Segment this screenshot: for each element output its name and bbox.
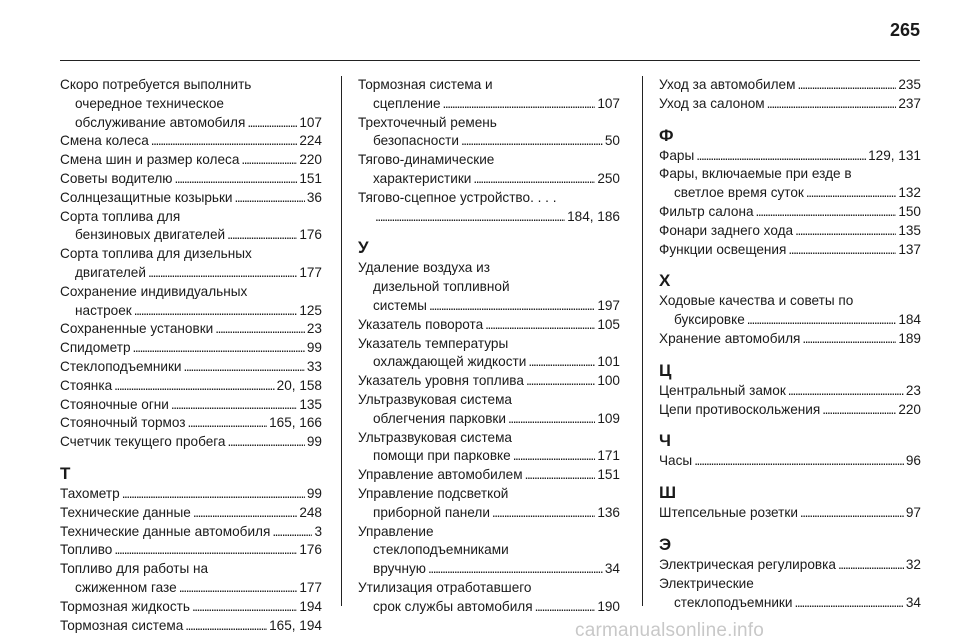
index-section-letter: Т xyxy=(60,463,71,483)
index-entry-pages: 177 xyxy=(299,579,322,595)
index-entry-text: Спидометр xyxy=(60,340,131,356)
index-entry-pages: 107 xyxy=(597,95,620,111)
index-entry-text: сжиженном газе xyxy=(75,579,177,595)
leader-dots xyxy=(795,222,896,241)
index-entry-text: дизельной топливной xyxy=(373,279,510,295)
index-entry-text: безопасности xyxy=(373,133,459,149)
leader-dots xyxy=(179,579,298,598)
leader-dots xyxy=(525,466,596,485)
index-entry-text: Ходовые качества и советы по xyxy=(659,293,854,309)
index-entry-text: обслуживание автомобиля xyxy=(75,114,246,130)
index-entry-text: Стояночный тормоз xyxy=(60,415,186,431)
index-section-letter: Ш xyxy=(659,483,677,503)
index-entry-text: Сорта топлива для дизельных xyxy=(60,246,252,262)
index-section-letter: Х xyxy=(659,271,671,291)
leader-dots xyxy=(747,311,897,330)
index-entry xyxy=(659,330,921,349)
index-entry-text: характеристики xyxy=(373,170,472,186)
column-divider-2 xyxy=(642,76,643,606)
index-entry-text: Фильтр салона xyxy=(659,203,754,219)
index-entry-text: Центральный замок xyxy=(659,382,786,398)
index-entry-text: очередное техническое xyxy=(75,95,224,111)
index-entry-pages: 150 xyxy=(898,203,921,219)
index-entry-pages: 23 xyxy=(306,321,322,337)
index-entry-text: Технические данные автомобиля xyxy=(60,523,271,539)
index-section-letter: Ч xyxy=(659,431,671,451)
leader-dots xyxy=(228,433,305,452)
index-entry-pages: 34 xyxy=(604,561,620,577)
leader-dots xyxy=(492,504,595,523)
leader-dots xyxy=(756,203,897,222)
index-entry-text: облегчения парковки xyxy=(373,410,506,426)
index-entry xyxy=(659,95,921,114)
index-entry-text: Утилизация отработавшего xyxy=(358,579,532,595)
column-divider-1 xyxy=(341,76,342,606)
index-entry-pages: 151 xyxy=(299,170,322,186)
index-entry-pages: 20, 158 xyxy=(276,377,322,393)
index-entry xyxy=(60,560,322,598)
index-entry-pages: 184, 186 xyxy=(567,208,620,224)
index-entry-pages: 220 xyxy=(898,401,921,417)
index-entry xyxy=(659,222,921,241)
index-entry-text: Электрическая регулировка xyxy=(659,556,836,572)
index-entry-pages: 224 xyxy=(299,133,322,149)
index-entry xyxy=(60,189,322,208)
index-entry-text: Фары xyxy=(659,147,695,163)
leader-dots xyxy=(184,358,305,377)
leader-dots xyxy=(151,132,298,151)
index-entry-text: светлое время суток xyxy=(674,185,804,201)
index-entry-text: Тахометр xyxy=(60,485,120,501)
leader-dots xyxy=(767,95,897,114)
index-entry-text: Управление xyxy=(358,523,434,539)
index-entry-text: Ультразвуковая система xyxy=(358,391,512,407)
index-entry-pages: 99 xyxy=(306,485,322,501)
index-entry-text: Указатель поворота xyxy=(358,316,484,332)
leader-dots xyxy=(375,208,565,227)
leader-dots xyxy=(788,241,896,260)
index-entry-pages: 250 xyxy=(597,170,620,186)
index-entry-text: Скоро потребуется выполнить xyxy=(60,77,252,92)
index-entry-text: Штепсельные розетки xyxy=(659,505,798,521)
leader-dots xyxy=(485,316,595,335)
index-entry xyxy=(358,429,620,467)
index-entry-pages: 50 xyxy=(604,133,620,149)
index-section-letter: У xyxy=(358,238,369,258)
index-entry-text: Фонари заднего хода xyxy=(659,222,794,238)
index-entry xyxy=(358,391,620,429)
index-entry-text: Тормозная система и xyxy=(358,77,493,92)
index-entry xyxy=(659,241,921,260)
leader-dots xyxy=(227,226,297,245)
leader-dots xyxy=(473,170,595,189)
index-entry-pages: 197 xyxy=(597,297,620,313)
index-entry-text: стеклоподъемниками xyxy=(373,542,509,558)
index-entry xyxy=(358,151,620,189)
index-entry-pages: 190 xyxy=(597,598,620,614)
leader-dots xyxy=(513,447,596,466)
index-entry-pages: 176 xyxy=(299,542,322,558)
index-entry-pages: 220 xyxy=(299,152,322,168)
index-entry xyxy=(60,76,322,132)
index-entry-text: буксировке xyxy=(674,312,745,328)
index-entry-pages: 99 xyxy=(306,434,322,450)
index-entry xyxy=(358,372,620,391)
leader-dots xyxy=(192,598,297,617)
index-entry xyxy=(659,382,921,401)
index-entry-pages: 248 xyxy=(299,504,322,520)
index-entry-pages: 135 xyxy=(299,396,322,412)
index-entry-text: Удаление воздуха из xyxy=(358,260,490,276)
leader-dots xyxy=(188,414,268,433)
leader-dots xyxy=(193,504,297,523)
index-entry-text: Тягово-динамические xyxy=(358,152,495,168)
index-entry-pages: 100 xyxy=(597,373,620,389)
index-entry xyxy=(659,504,921,523)
leader-dots xyxy=(838,556,904,575)
index-entry-text: охлаждающей жидкости xyxy=(373,354,527,370)
leader-dots xyxy=(122,485,305,504)
index-section-letter: Ц xyxy=(659,360,672,380)
index-entry-pages: 125 xyxy=(299,302,322,318)
index-entry xyxy=(60,414,322,433)
leader-dots xyxy=(247,114,297,133)
index-entry-text: Смена шин и размер колеса xyxy=(60,152,240,168)
header-rule xyxy=(60,60,920,61)
leader-dots xyxy=(508,410,595,429)
index-entry-text: Сохраненные установки xyxy=(60,321,214,337)
leader-dots xyxy=(185,617,267,636)
leader-dots xyxy=(806,184,896,203)
index-section-letter: Э xyxy=(659,534,672,554)
index-entry-text: помощи при парковке xyxy=(373,448,511,464)
leader-dots xyxy=(215,320,305,339)
index-entry-text: Топливо для работы на xyxy=(60,561,209,577)
index-entry xyxy=(358,76,620,114)
leader-dots xyxy=(800,504,904,523)
watermark: carmanualsonline.info xyxy=(575,620,765,641)
index-entry-pages: 101 xyxy=(597,354,620,370)
index-entry xyxy=(659,165,921,203)
index-entry-pages: 96 xyxy=(905,453,921,469)
index-entry xyxy=(659,147,921,166)
index-entry xyxy=(60,504,322,523)
index-entry xyxy=(358,114,620,152)
index-entry xyxy=(60,170,322,189)
index-entry-text: Уход за салоном xyxy=(659,95,765,111)
index-entry-text: Сорта топлива для xyxy=(60,208,181,224)
index-entry-pages: 171 xyxy=(597,448,620,464)
index-entry-text: Стоянка xyxy=(60,377,113,393)
index-entry xyxy=(60,617,322,636)
index-entry-text: бензиновых двигателей xyxy=(75,227,226,243)
leader-dots xyxy=(114,377,275,396)
index-entry xyxy=(60,245,322,283)
index-entry-text: Электрические xyxy=(659,575,754,591)
leader-dots xyxy=(148,264,297,283)
leader-dots xyxy=(114,541,297,560)
index-entry-pages: 105 xyxy=(597,316,620,332)
leader-dots xyxy=(535,598,596,617)
index-entry xyxy=(358,189,620,227)
leader-dots xyxy=(526,372,595,391)
index-entry-pages: 194 xyxy=(299,598,322,614)
index-entry-text: Хранение автомобиля xyxy=(659,330,801,346)
leader-dots xyxy=(696,147,866,166)
index-entry xyxy=(659,203,921,222)
index-entry-text: Цепи противоскольжения xyxy=(659,401,821,417)
index-entry xyxy=(60,396,322,415)
index-entry xyxy=(60,132,322,151)
leader-dots xyxy=(797,76,896,95)
index-entry-text: Управление автомобилем xyxy=(358,467,523,483)
index-entry xyxy=(60,377,322,396)
index-entry xyxy=(358,523,620,579)
index-entry-pages: 176 xyxy=(299,227,322,243)
index-entry-text: вручную xyxy=(373,561,427,577)
index-column-3 xyxy=(659,76,921,612)
index-entry xyxy=(358,466,620,485)
index-entry-text: Сохранение индивидуальных xyxy=(60,283,248,299)
index-entry-pages: 165, 194 xyxy=(269,617,322,633)
index-entry-text: Тормозная жидкость xyxy=(60,598,190,614)
leader-dots xyxy=(171,396,297,415)
index-entry-text: Часы xyxy=(659,453,693,469)
index-entry-pages: 97 xyxy=(905,505,921,521)
page-number: 265 xyxy=(889,20,920,40)
index-entry-pages: 137 xyxy=(898,241,921,257)
leader-dots xyxy=(133,339,305,358)
leader-dots xyxy=(443,95,596,114)
leader-dots xyxy=(822,401,896,420)
index-entry-pages: 135 xyxy=(898,222,921,238)
leader-dots xyxy=(802,330,896,349)
index-entry xyxy=(358,259,620,315)
index-entry-text: двигателей xyxy=(75,264,146,280)
index-entry-text: Управление подсветкой xyxy=(358,485,509,501)
index-entry xyxy=(358,579,620,617)
index-entry-text: Фары, включаемые при езде в xyxy=(659,166,852,182)
leader-dots xyxy=(241,151,297,170)
leader-dots xyxy=(694,452,904,471)
index-entry-pages: 34 xyxy=(905,594,921,610)
leader-dots xyxy=(794,594,903,613)
index-entry-text: Стеклоподъемники xyxy=(60,358,182,374)
index-entry-text: Счетчик текущего пробега xyxy=(60,434,226,450)
index-entry xyxy=(659,452,921,471)
leader-dots xyxy=(429,297,595,316)
index-entry-pages: 99 xyxy=(306,340,322,356)
index-entry-text: Ультразвуковая система xyxy=(358,429,512,445)
index-entry-pages: 165, 166 xyxy=(269,415,322,431)
index-entry-text: Трехточечный ремень xyxy=(358,114,497,130)
index-entry-pages: 177 xyxy=(299,264,322,280)
index-entry xyxy=(60,598,322,617)
index-entry-text: стеклоподъемники xyxy=(674,594,793,610)
index-entry-text: Указатель температуры xyxy=(358,335,509,351)
index-entry-text: системы xyxy=(373,297,427,313)
index-entry xyxy=(60,485,322,504)
index-entry-pages: 184 xyxy=(898,312,921,328)
index-entry xyxy=(60,151,322,170)
index-entry-text: сцепление xyxy=(373,95,441,111)
index-entry-pages: 107 xyxy=(299,114,322,130)
index-entry-pages: 151 xyxy=(597,467,620,483)
index-entry-pages: 32 xyxy=(905,556,921,572)
index-entry xyxy=(358,316,620,335)
index-entry-pages: 132 xyxy=(898,185,921,201)
index-entry-pages: 3 xyxy=(314,523,322,539)
index-entry xyxy=(659,556,921,575)
index-entry xyxy=(60,358,322,377)
index-section-letter: Ф xyxy=(659,125,674,145)
index-entry-text: Советы водителю xyxy=(60,170,173,186)
leader-dots xyxy=(428,560,603,579)
index-entry-text: Тягово-сцепное устройство. . . . xyxy=(358,189,557,205)
index-entry xyxy=(60,208,322,246)
index-entry-pages: 33 xyxy=(306,358,322,374)
index-entry-pages: 136 xyxy=(597,504,620,520)
leader-dots xyxy=(134,302,298,321)
index-entry-text: Уход за автомобилем xyxy=(659,77,796,92)
index-entry xyxy=(659,292,921,330)
leader-dots xyxy=(235,189,305,208)
index-entry xyxy=(60,541,322,560)
leader-dots xyxy=(175,170,298,189)
leader-dots xyxy=(461,132,603,151)
index-entry xyxy=(60,320,322,339)
index-entry xyxy=(60,339,322,358)
index-entry-pages: 189 xyxy=(898,330,921,346)
index-entry xyxy=(60,433,322,452)
index-entry-text: Солнцезащитные козырьки xyxy=(60,189,233,205)
index-column-2 xyxy=(358,76,620,617)
index-entry-text: Смена колеса xyxy=(60,133,149,149)
index-entry xyxy=(659,401,921,420)
index-entry-pages: 109 xyxy=(597,410,620,426)
leader-dots xyxy=(272,523,312,542)
index-entry-text: Тормозная система xyxy=(60,617,184,633)
index-entry xyxy=(659,76,921,95)
index-entry-pages: 237 xyxy=(898,95,921,111)
index-entry-text: срок службы автомобиля xyxy=(373,598,533,614)
index-entry-text: Топливо xyxy=(60,542,113,558)
index-entry-pages: 235 xyxy=(898,77,921,92)
index-entry xyxy=(358,485,620,523)
leader-dots xyxy=(788,382,904,401)
index-entry xyxy=(358,335,620,373)
index-entry xyxy=(60,283,322,321)
index-entry-text: Функции освещения xyxy=(659,241,787,257)
index-entry-text: Указатель уровня топлива xyxy=(358,373,524,389)
index-entry-pages: 129, 131 xyxy=(868,147,921,163)
index-entry-text: настроек xyxy=(75,302,132,318)
index-column-1 xyxy=(60,76,322,635)
index-entry-pages: 23 xyxy=(905,382,921,398)
index-entry xyxy=(60,523,322,542)
index-entry-pages: 36 xyxy=(306,189,322,205)
index-entry-text: Технические данные xyxy=(60,504,191,520)
index-entry xyxy=(659,575,921,613)
index-entry-text: приборной панели xyxy=(373,504,490,520)
leader-dots xyxy=(528,353,595,372)
index-entry-text: Стояночные огни xyxy=(60,396,169,412)
